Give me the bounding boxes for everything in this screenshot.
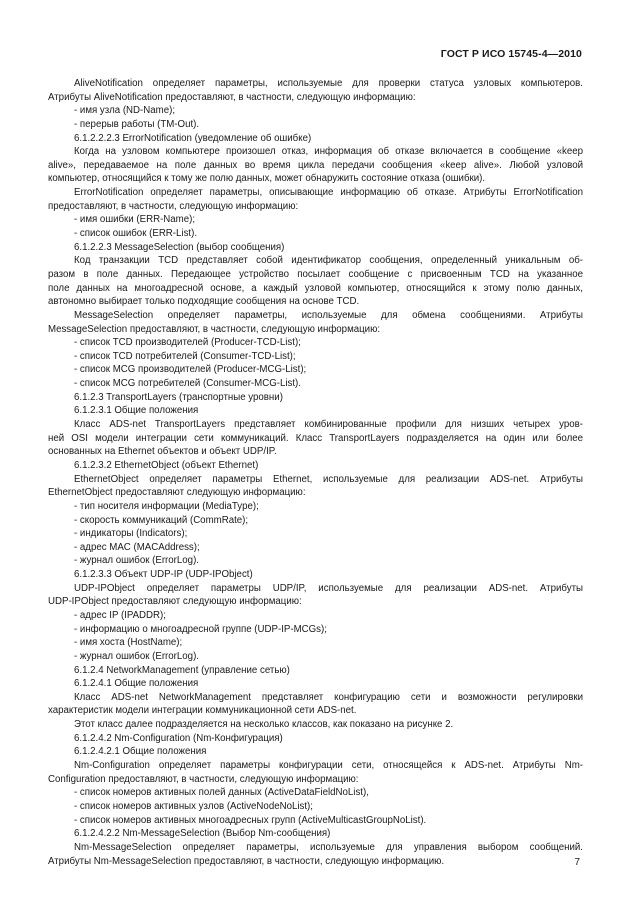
text-line: - имя узла (ND-Name); [74, 105, 176, 117]
text-line: - имя хоста (HostName); [74, 637, 183, 649]
text-line: компьютер, относящийся к тому же полю данных, может обнаружить состояние отказа (ошибки). [48, 173, 486, 185]
text-line: Код транзакции TCD представляет собой идентификатор сообщения, определенный уникальным об- [74, 255, 583, 267]
text-line: Nm-MessageSelection определяет параметры, используемые для управления выбором сообщений. [74, 841, 583, 853]
text-line: основанных на Ethernet объектов и объект UDP/IP. [48, 446, 277, 458]
text-line: - список ошибок (ERR-List). [74, 228, 198, 240]
text-line: 6.1.2.4.2 Nm-Configuration (Nm-Конфигурация) [74, 732, 283, 744]
text-line: UDP-IPObject предоставляют следующую информацию: [48, 596, 302, 608]
text-line: MessageSelection определяет параметры, используемые для обмена сообщениями. Атрибуты [74, 309, 583, 321]
text-line: MessageSelection предоставляют, в частности, следующую информацию: [48, 323, 381, 335]
text-line: - список MCG потребителей (Consumer-MCG-List). [74, 378, 301, 390]
text-line: Когда на узловом компьютере произошел отказ, информация об отказе включается в сообщение «keep [74, 146, 583, 158]
text-line: разом в поле данных. Передающее устройство посылает сообщение с присвоенным TCD на указанное [48, 268, 583, 280]
text-line: 6.1.2.4.2.2 Nm-MessageSelection (Выбор Nm-сообщения) [74, 828, 331, 840]
text-line: 6.1.2.3.3 Объект UDP-IP (UDP-IPObject) [74, 569, 253, 581]
text-line: предоставляют, в частности, следующую информацию: [48, 200, 299, 212]
text-line: - журнал ошибок (ErrorLog). [74, 650, 199, 662]
text-line: Configuration предоставляют, в частности, следующую информацию: [48, 773, 359, 785]
text-line: ErrorNotification определяет параметры, описывающие информацию об отказе. Атрибуты ErrorNotification [74, 187, 583, 199]
text-line: - адрес IP (IPADDR); [74, 609, 166, 621]
text-line: - список номеров активных полей данных (ActiveDataFieldNoList), [74, 787, 369, 799]
text-line: - список TCD производителей (Producer-TCD-List); [74, 337, 301, 349]
text-line: - список номеров активных многоадресных групп (ActiveMulticastGroupNoList). [74, 814, 427, 826]
text-line: - список MCG производителей (Producer-MCG-List); [74, 364, 307, 376]
text-line: Атрибуты Nm-MessageSelection предоставляют, в частности, следующую информацию. [48, 855, 445, 867]
text-line: характеристик модели интеграции коммуникационной сети ADS-net. [48, 705, 357, 717]
text-line: - тип носителя информации (MediaType); [74, 500, 259, 512]
text-line: автономно выбирает только подходящие сообщения на основе TCD. [48, 296, 360, 308]
text-line: - список TCD потребителей (Consumer-TCD-List); [74, 350, 296, 362]
document-header: ГОСТ Р ИСО 15745-4—2010 [440, 48, 582, 60]
text-line: 6.1.2.2.3 MessageSelection (выбор сообщения) [74, 241, 285, 253]
text-line: UDP-IPObject определяет параметры UDP/IP, используемые для реализации ADS-net. Атрибуты [74, 582, 583, 594]
text-line: Этот класс далее подразделяется на несколько классов, как показано на рисунке 2. [74, 719, 454, 731]
text-line: 6.1.2.3.1 Общие положения [74, 405, 199, 417]
text-line: 6.1.2.4 NetworkManagement (управление сетью) [74, 664, 290, 676]
text-line: - адрес MAC (MACAddress); [74, 541, 200, 553]
text-line: 6.1.2.3 TransportLayers (транспортные уровни) [74, 391, 283, 403]
text-line: - журнал ошибок (ErrorLog). [74, 555, 199, 567]
text-line: 6.1.2.3.2 EthernetObject (объект Ethernet) [74, 459, 259, 471]
text-line: Класс ADS-net NetworkManagement представляет конфигурацию сети и возможности регулировки [74, 691, 583, 703]
text-line: 6.1.2.4.1 Общие положения [74, 678, 199, 690]
text-line: ней OSI модели интеграции сети коммуникаций. Класс TransportLayers подразделяется на один или более [48, 432, 583, 444]
text-line: - информацию о многоадресной группе (UDP-IP-MCGs); [74, 623, 327, 635]
text-line: - индикаторы (Indicators); [74, 528, 188, 540]
text-line: - скорость коммуникаций (CommRate); [74, 514, 249, 526]
text-line: alive», передаваемое на поле данных во время цикла передачи сообщения «keep alive». Любой узловой [48, 159, 583, 171]
text-line: Nm-Configuration определяет параметры конфигурации сети, относящейся к ADS-net. Атрибуты Nm- [74, 760, 583, 772]
text-line: Класс ADS-net TransportLayers представляет комбинированные профили для низших четырех уров- [74, 419, 583, 431]
text-line: Атрибуты AliveNotification предоставляют, в частности, следующую информацию: [48, 91, 416, 103]
text-line: AliveNotification определяет параметры, используемые для проверки статуса узловых компьютеров. [74, 78, 583, 89]
text-line: - имя ошибки (ERR-Name); [74, 214, 196, 226]
text-line: - список номеров активных узлов (ActiveNodeNoList); [74, 800, 313, 812]
document-body [48, 77, 583, 868]
text-line: 6.1.2.2.2.3 ErrorNotification (уведомление об ошибке) [74, 132, 312, 144]
page-number: 7 [574, 857, 580, 868]
text-line: 6.1.2.4.2.1 Общие положения [74, 746, 207, 758]
text-line: EthernetObject определяет параметры Ethernet, используемые для реализации ADS-net. Атрибуты [74, 473, 583, 485]
text-line: поле данных на многоадресной основе, а каждый узловой компьютер, относящийся к этому полю данных, [48, 282, 583, 294]
text-line: - перерыв работы (TM-Out). [74, 118, 200, 130]
text-line: EthernetObject предоставляют следующую информацию: [48, 487, 306, 499]
